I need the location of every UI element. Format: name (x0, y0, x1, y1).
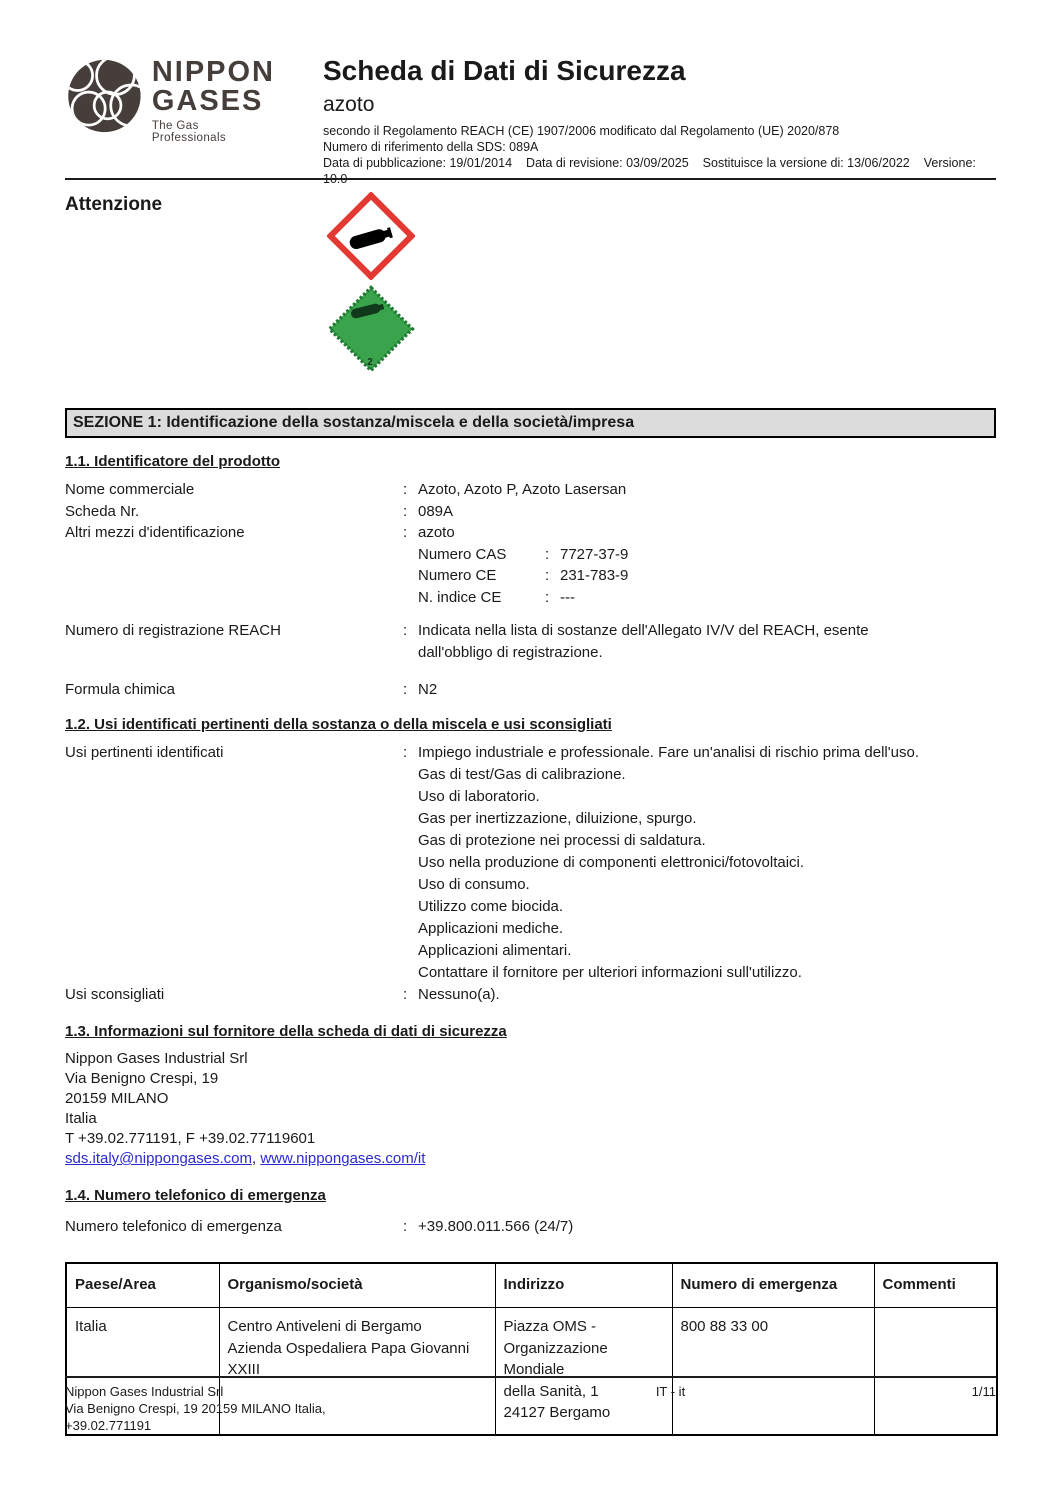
footer-page-number: 1/11 (971, 1384, 996, 1399)
use-item: Gas di protezione nei processi di saldatura. (418, 831, 706, 849)
supplier-street: Via Benigno Crespi, 19 (65, 1070, 219, 1087)
field-value: Azoto, Azoto P, Azoto Lasersan (418, 481, 627, 498)
footer-address: Via Benigno Crespi, 19 20159 MILANO Italia, (65, 1401, 326, 1416)
field-value: 231-783-9 (560, 567, 629, 584)
logo-wordmark (152, 58, 275, 144)
supplier-country: Italia (65, 1110, 97, 1127)
use-item: Applicazioni mediche. (418, 919, 564, 937)
supplier-info-block (65, 1049, 996, 1169)
ghs04-gas-cylinder-icon (327, 192, 415, 280)
indirizzo-line: 24127 Bergamo (503, 1404, 611, 1421)
footer-company: Nippon Gases Industrial Srl (65, 1384, 224, 1399)
nippon-gases-globe-icon (65, 56, 144, 136)
cell-paese: Italia (66, 1308, 219, 1435)
header-title-block (323, 55, 996, 186)
header-meta (323, 123, 996, 187)
field-label: Numero di registrazione REACH (65, 622, 281, 639)
use-item: Uso di consumo. (418, 875, 530, 893)
nippon-gases-logo (65, 56, 275, 178)
indirizzo-line: Organizzazione Mondiale (503, 1339, 608, 1378)
field-row-reach-registration (65, 620, 996, 663)
field-value: Nessuno(a). (418, 985, 500, 1003)
col-header-indirizzo: Indirizzo (495, 1263, 672, 1308)
organismo-line: Centro Antiveleni di Bergamo (227, 1318, 422, 1335)
table-header-row (66, 1263, 997, 1308)
indirizzo-line: della Sanità, 1 (503, 1382, 599, 1400)
logo-tagline: The Gas Professionals (151, 120, 227, 144)
organismo-line: Azienda Ospedaliera Papa Giovanni XXIII (227, 1339, 470, 1378)
field-value: 089A (418, 502, 454, 520)
use-item: Gas di test/Gas di calibrazione. (418, 765, 626, 783)
col-header-organismo: Organismo/società (219, 1263, 495, 1308)
cell-numero-emergenza: 800 88 33 00 (672, 1308, 874, 1435)
use-item: Utilizzo come biocida. (418, 897, 564, 915)
footer-company-block (65, 1383, 425, 1434)
field-value: azoto (418, 524, 455, 541)
field-label: N. indice CE (418, 588, 502, 606)
colon-separator: : (403, 985, 408, 1003)
field-label: Altri mezzi d'identificazione (65, 524, 245, 541)
supplier-links (65, 1149, 996, 1169)
col-header-numero: Numero di emergenza (672, 1263, 874, 1308)
field-label: Numero CE (418, 567, 497, 584)
supplier-company: Nippon Gases Industrial Srl (65, 1050, 248, 1067)
colon-separator: : (545, 567, 550, 584)
subsection-1-3-heading: 1.3. Informazioni sul fornitore della scheda di dati di sicurezza (65, 1023, 507, 1040)
colon-separator: : (403, 502, 408, 520)
field-row-n-indice-ce (418, 587, 996, 609)
field-row-usi-sconsigliati (65, 984, 996, 1006)
use-item: Applicazioni alimentari. (418, 941, 572, 959)
use-item: Impiego industriale e professionale. Fare un'analisi di rischio prima dell'uso. (418, 743, 919, 761)
subsection-1-2-heading: 1.2. Usi identificati pertinenti della sostanza o della miscela e usi sconsigliati (65, 715, 612, 733)
field-value: N2 (418, 681, 438, 698)
supplier-phone-fax: T +39.02.771191, F +39.02.77119601 (65, 1130, 316, 1147)
dates-line (323, 155, 996, 187)
use-item: Uso nella produzione di componenti elettronici/fotovoltaici. (418, 853, 805, 871)
supplier-city: 20159 MILANO (65, 1090, 169, 1107)
signal-word: Attenzione (65, 194, 163, 215)
page-footer (65, 1376, 996, 1434)
colon-separator: : (403, 681, 408, 698)
document-header (65, 55, 996, 186)
subsection-1-4-heading: 1.4. Numero telefonico di emergenza (65, 1187, 326, 1204)
identified-uses-list (418, 742, 996, 984)
col-header-paese: Paese/Area (66, 1263, 219, 1308)
colon-separator: : (403, 481, 408, 498)
field-value: --- (560, 588, 575, 606)
product-name: azoto (323, 93, 375, 116)
transport-class-number: 2 (367, 357, 373, 369)
colon-separator: : (403, 622, 408, 639)
field-row-scheda-nr (65, 501, 996, 523)
supplier-email-link[interactable]: sds.italy@nippongases.com (65, 1150, 252, 1167)
pictogram-stack (327, 192, 415, 373)
field-label: Usi sconsigliati (65, 985, 165, 1003)
colon-separator: : (403, 1218, 408, 1235)
colon-separator: : (403, 743, 408, 761)
use-item: Uso di laboratorio. (418, 787, 540, 805)
hazard-banner (65, 192, 996, 374)
footer-phone: +39.02.771191 (65, 1418, 152, 1433)
use-item: Gas per inertizzazione, diluizione, spurgo. (418, 809, 697, 827)
indirizzo-line: Piazza OMS - (503, 1318, 597, 1335)
field-row-usi-identificati (65, 742, 996, 984)
field-value: +39.800.011.566 (24/7) (418, 1218, 574, 1235)
supersedes-date: Sostituisce la versione di: 13/06/2022 (702, 156, 910, 170)
field-row-altri-mezzi (65, 522, 996, 544)
field-row-nome-commerciale (65, 479, 996, 501)
field-row-formula-chimica (65, 679, 996, 701)
sds-reference-line: Numero di riferimento della SDS: 089A (323, 140, 539, 154)
field-label: Numero telefonico di emergenza (65, 1218, 282, 1235)
field-value: 7727-37-9 (560, 545, 629, 563)
transport-class-2-2-non-flammable-gas-icon (327, 285, 415, 373)
field-row-emergency-phone (65, 1216, 996, 1238)
link-separator: , (252, 1150, 261, 1167)
field-label: Numero CAS (418, 545, 507, 563)
document-title: Scheda di Dati di Sicurezza (323, 55, 686, 86)
field-label: Formula chimica (65, 681, 176, 698)
revision-date: Data di revisione: 03/09/2025 (526, 156, 689, 170)
field-value: Indicata nella lista di sostanze dell'Allegato IV/V del REACH, esente dall'obbligo di registrazione. (418, 622, 869, 661)
colon-separator: : (545, 545, 550, 563)
field-row-numero-cas (418, 544, 996, 566)
subsection-1-1-heading: 1.1. Identificatore del prodotto (65, 453, 281, 470)
regulation-line: secondo il Regolamento REACH (CE) 1907/2006 modificato dal Regolamento (UE) 2020/878 (323, 124, 840, 138)
logo-word-gases: GASES (151, 85, 264, 117)
colon-separator: : (403, 524, 408, 541)
use-item: Contattare il fornitore per ulteriori informazioni sull'utilizzo. (418, 963, 802, 981)
logo-word-nippon: NIPPON (151, 56, 275, 88)
footer-locale: IT - it (655, 1384, 686, 1399)
section-1-header: SEZIONE 1: Identificazione della sostanza/miscela e della società/impresa (65, 408, 996, 438)
field-label: Usi pertinenti identificati (65, 743, 224, 761)
colon-separator: : (545, 588, 550, 606)
col-header-commenti: Commenti (874, 1263, 997, 1308)
version-label: Versione: 10.0 (323, 156, 976, 186)
field-label: Scheda Nr. (65, 502, 140, 520)
field-label: Nome commerciale (65, 481, 195, 498)
field-row-numero-ce (418, 565, 996, 587)
supplier-website-link[interactable]: www.nippongases.com/it (260, 1150, 426, 1167)
publication-date: Data di pubblicazione: 19/01/2014 (323, 156, 513, 170)
